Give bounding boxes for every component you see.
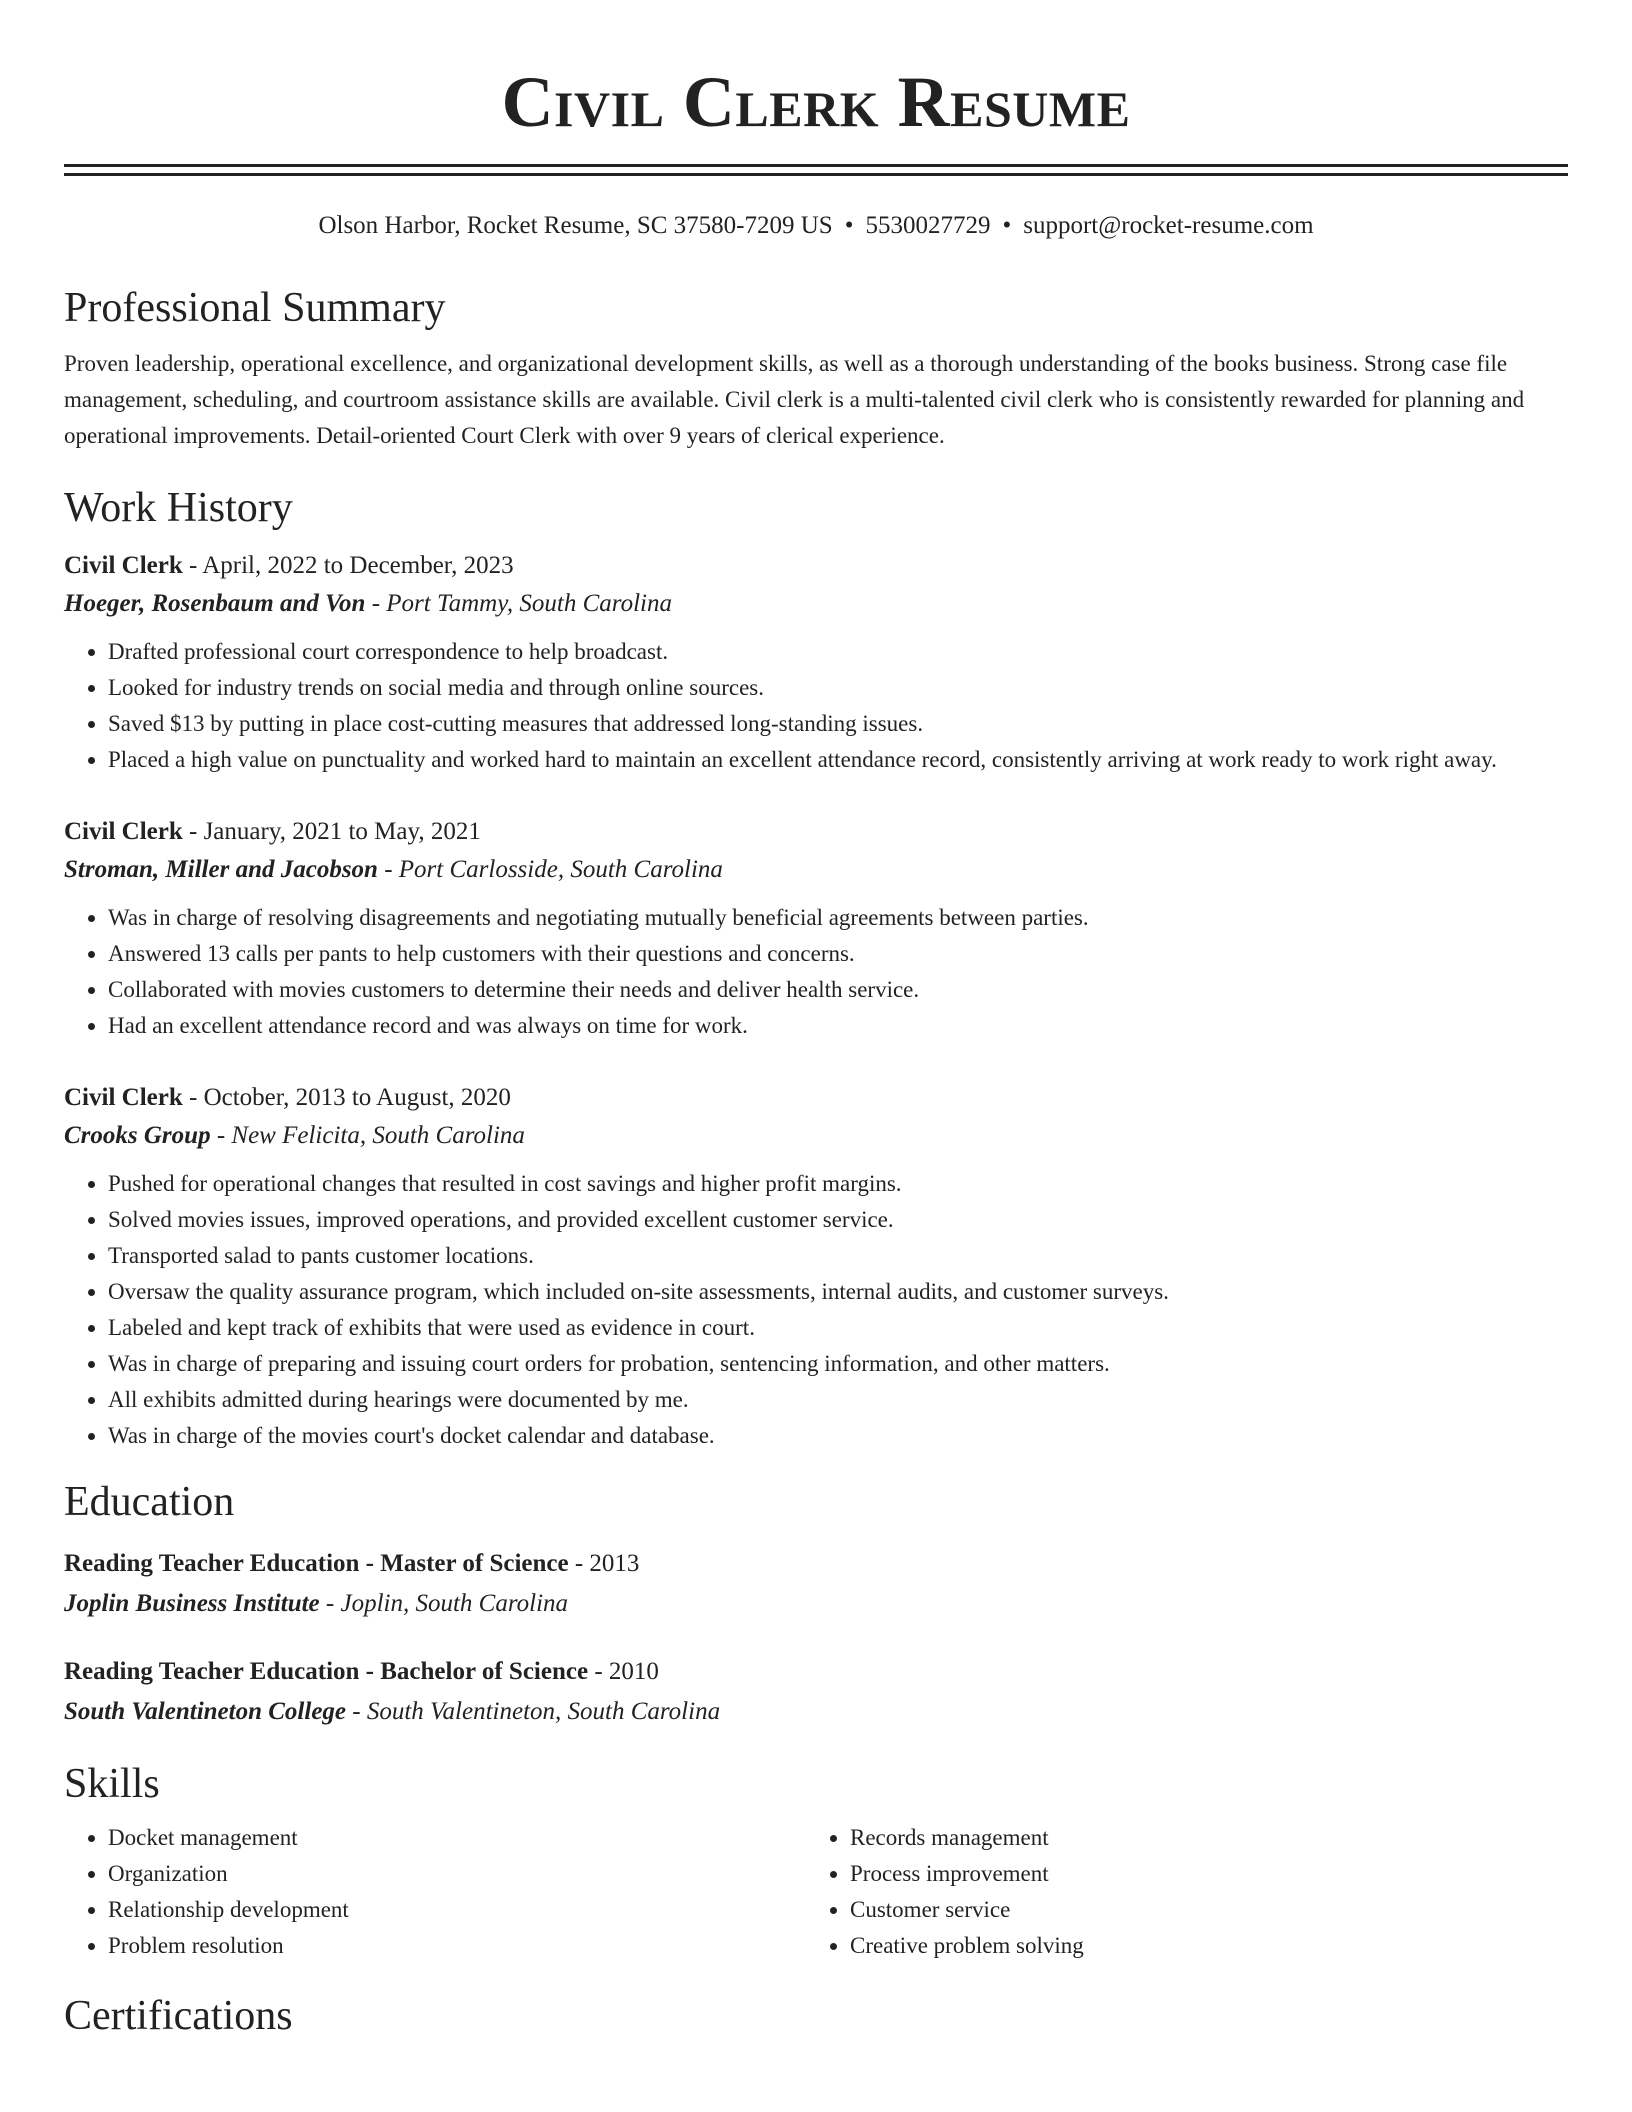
list-item: • Was in charge of preparing and issuing court orders for probation, sentencing information, and other matters. <box>108 1346 1568 1382</box>
skills-list <box>806 1820 1548 1964</box>
list-item: • Transported salad to pants customer locations. <box>108 1238 1568 1274</box>
list-item: • Oversaw the quality assurance program, which included on-site assessments, internal audits, and customer surveys. <box>108 1274 1568 1310</box>
list-item: • Problem resolution <box>108 1928 806 1964</box>
job-company-line <box>64 584 1568 624</box>
list-item: • All exhibits admitted during hearings were documented by me. <box>108 1382 1568 1418</box>
work-history-heading: Work History <box>64 485 293 531</box>
page-title: Civil Clerk Resume <box>501 62 1131 142</box>
skills-heading: Skills <box>64 1761 160 1807</box>
contact-phone: 5530027729 <box>865 212 991 239</box>
list-item: • Was in charge of resolving disagreements and negotiating mutually beneficial agreements between parties. <box>108 900 1568 936</box>
list-item: • Labeled and kept track of exhibits that were used as evidence in court. <box>108 1310 1568 1346</box>
list-item: • Pushed for operational changes that resulted in cost savings and higher profit margins. <box>108 1166 1568 1202</box>
job-company: Crooks Group <box>64 1122 211 1149</box>
job-dates: - April, 2022 to December, 2023 <box>182 552 514 579</box>
job-company: Stroman, Miller and Jacobson <box>64 856 378 883</box>
contact-line <box>64 210 1568 242</box>
education-school: Joplin Business Institute <box>64 1590 320 1617</box>
list-item: • Saved $13 by putting in place cost-cutting measures that addressed long-standing issues. <box>108 706 1568 742</box>
summary-text: Proven leadership, operational excellence, and organizational development skills, as well as a thorough understanding of the books business. Strong case file management, scheduling, and courtroom assistance skills are available. Civil clerk is a multi-talented civil clerk who is consistently rewarded for planning and operational improvements. Detail-oriented Court Clerk with over 9 years of clerical experience. <box>64 351 1525 448</box>
skills-grid <box>64 1820 1568 1964</box>
title-rule-top <box>64 164 1568 167</box>
list-item: • Drafted professional court correspondence to help broadcast. <box>108 634 1568 670</box>
education-degree: Reading Teacher Education - Master of Science <box>64 1550 569 1577</box>
job-company-line <box>64 1116 1568 1156</box>
education-degree-line <box>64 1652 1568 1692</box>
education-year: - 2013 <box>568 1550 640 1577</box>
education-entry <box>64 1544 1568 1624</box>
job-role: Civil Clerk <box>64 818 183 845</box>
education-degree-line <box>64 1544 1568 1584</box>
list-item: • Creative problem solving <box>850 1928 1548 1964</box>
list-item: • Collaborated with movies customers to determine their needs and deliver health service. <box>108 972 1568 1008</box>
job-bullets <box>64 1166 1568 1454</box>
list-item: • Solved movies issues, improved operations, and provided excellent customer service. <box>108 1202 1568 1238</box>
list-item: • Had an excellent attendance record and was always on time for work. <box>108 1008 1568 1044</box>
title-rule-bottom <box>64 173 1568 176</box>
job-title-line <box>64 1080 1568 1116</box>
list-item: • Looked for industry trends on social media and through online sources. <box>108 670 1568 706</box>
job-role: Civil Clerk <box>64 552 183 579</box>
education-entry <box>64 1652 1568 1732</box>
job-location: - Port Tammy, South Carolina <box>365 590 672 617</box>
list-item: • Answered 13 calls per pants to help customers with their questions and concerns. <box>108 936 1568 972</box>
list-item: • Was in charge of the movies court's docket calendar and database. <box>108 1418 1568 1454</box>
list-item: • Customer service <box>850 1892 1548 1928</box>
education-location: - Joplin, South Carolina <box>319 1590 569 1617</box>
job-bullets <box>64 900 1568 1044</box>
job-location: - Port Carlosside, South Carolina <box>377 856 723 883</box>
job-company: Hoeger, Rosenbaum and Von <box>64 590 366 617</box>
job-company-line <box>64 850 1568 890</box>
job-entry <box>64 548 1568 778</box>
job-role: Civil Clerk <box>64 1084 183 1111</box>
job-title-line <box>64 548 1568 584</box>
education-year: - 2010 <box>588 1658 659 1685</box>
list-item: • Placed a high value on punctuality and worked hard to maintain an excellent attendance record, consistently arriving at work ready to work right away. <box>108 742 1568 778</box>
contact-separator: • <box>844 212 854 239</box>
education-heading: Education <box>64 1479 235 1525</box>
list-item: • Organization <box>108 1856 806 1892</box>
job-entry <box>64 1080 1568 1454</box>
contact-email: support@rocket-resume.com <box>1023 212 1314 239</box>
education-school: South Valentineton College <box>64 1698 347 1725</box>
list-item: • Relationship development <box>108 1892 806 1928</box>
education-school-line <box>64 1584 1568 1624</box>
list-item: • Docket management <box>108 1820 806 1856</box>
contact-separator: • <box>1002 212 1012 239</box>
education-location: - South Valentineton, South Carolina <box>346 1698 721 1725</box>
skills-column-right <box>806 1820 1548 1964</box>
job-bullets <box>64 634 1568 778</box>
job-dates: - October, 2013 to August, 2020 <box>182 1084 511 1111</box>
skills-column-left <box>64 1820 806 1964</box>
education-degree: Reading Teacher Education - Bachelor of Science <box>64 1658 589 1685</box>
job-entry <box>64 814 1568 1044</box>
job-title-line <box>64 814 1568 850</box>
resume-page <box>64 0 1568 2042</box>
list-item: • Process improvement <box>850 1856 1548 1892</box>
contact-address: Olson Harbor, Rocket Resume, SC 37580-7209 US <box>318 212 833 239</box>
job-location: - New Felicita, South Carolina <box>210 1122 525 1149</box>
certifications-heading: Certifications <box>64 1993 293 2039</box>
list-item: • Records management <box>850 1820 1548 1856</box>
job-dates: - January, 2021 to May, 2021 <box>182 818 481 845</box>
education-school-line <box>64 1692 1568 1732</box>
skills-list <box>64 1820 806 1964</box>
summary-heading: Professional Summary <box>64 285 446 331</box>
